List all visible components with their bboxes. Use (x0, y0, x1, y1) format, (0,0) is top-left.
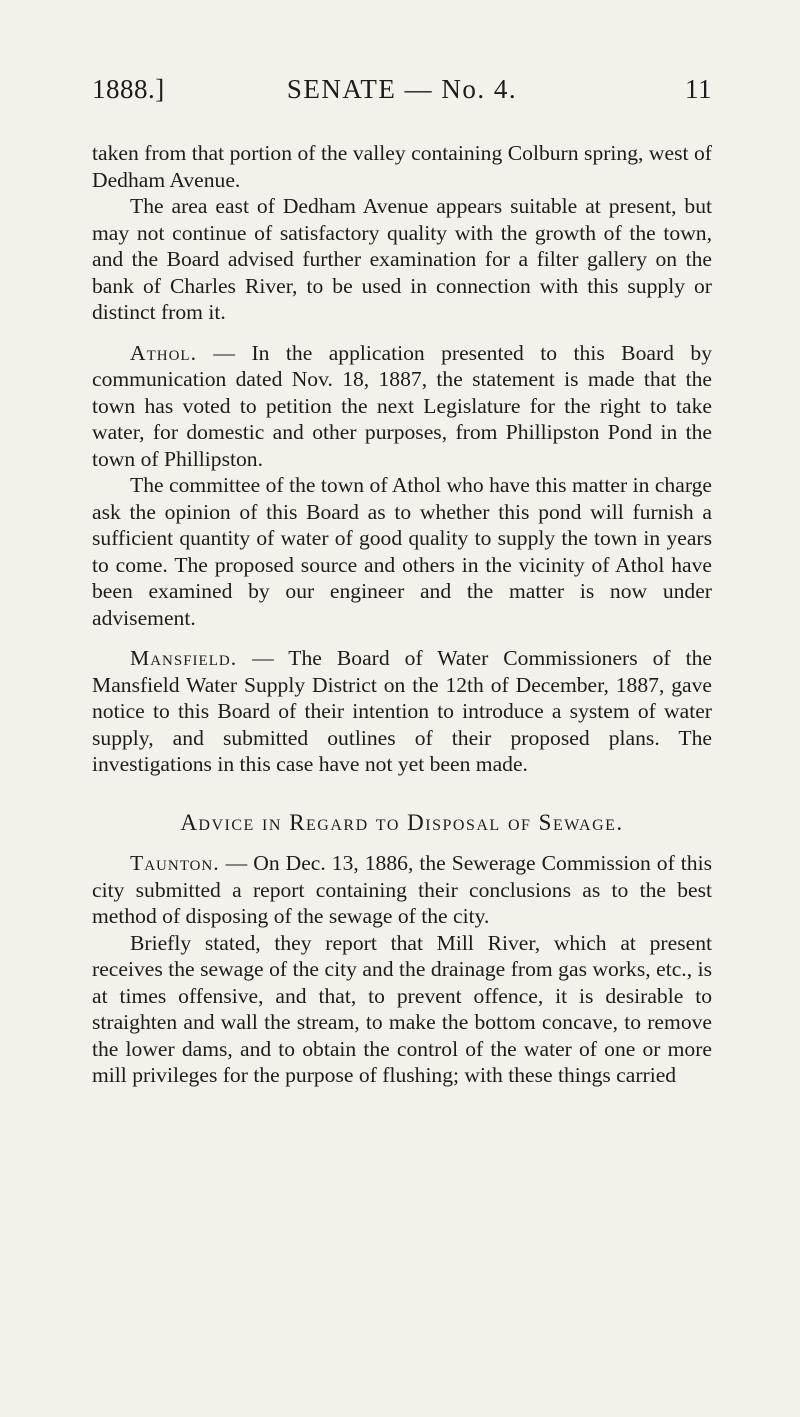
taunton-text: — On Dec. 13, 1886, the Sewerage Commission of this city submitted a report containing their conclusions as to the best method of disposing of the sewage of the city. (92, 851, 712, 928)
header-year: 1888.] (92, 74, 165, 104)
page-body (92, 140, 712, 1089)
paragraph-athol (92, 340, 712, 473)
mansfield-lead: Mansfield. (130, 646, 238, 670)
section-heading: Advice in Regard to Disposal of Sewage. (180, 809, 624, 835)
paragraph-athol-committee: The committee of the town of Athol who have this matter in charge ask the opinion of this Board as to whether this pond will furnish a sufficient quantity of water of good quality to supply the town in years to come. The proposed source and others in the vicinity of Athol have been examined by our engineer and the matter is now under advisement. (92, 473, 712, 630)
taunton-lead: Taunton. (130, 851, 220, 875)
paragraph-mill-river: Briefly stated, they report that Mill River, which at present receives the sewage of the city and the drainage from gas works, etc., is at times offensive, and that, to prevent offence, it is desirable to straighten and wall the stream, to make the bottom concave, to remove the lower dams, and to obtain the control of the water of one or more mill privileges for the purpose of flushing; with these things carried (92, 930, 712, 1087)
page-number: 11 (685, 74, 712, 104)
athol-lead: Athol. (130, 340, 197, 365)
mansfield-text: — The Board of Water Commissioners of the Mansfield Water Supply District on the 12th of December, 1887, gave notice to this Board of their intention to introduce a system of water supply, and submitted outlines of their proposed plans. The investigations in this case have not yet been made. (92, 646, 712, 776)
athol-text: — In the application presented to this Board by communication dated Nov. 18, 1887, the statement is made that the town has voted to petition the next Legislature for the right to take water, for domestic and other purposes, from Phillipston Pond in the town of Phillipston. (92, 340, 712, 471)
paragraph-mansfield (92, 645, 712, 778)
paragraph-continuation: taken from that portion of the valley containing Colburn spring, west of Dedham Avenue. (92, 141, 712, 192)
paragraph-taunton (92, 850, 712, 930)
paragraph-dedham-area: The area east of Dedham Avenue appears suitable at present, but may not continue of satisfactory quality with the growth of the town, and the Board advised further examination for a filter gallery on the bank of Charles River, to be used in connection with this supply or distinct from it. (92, 194, 712, 324)
running-header (92, 74, 712, 114)
header-title: SENATE — No. 4. (286, 74, 518, 104)
